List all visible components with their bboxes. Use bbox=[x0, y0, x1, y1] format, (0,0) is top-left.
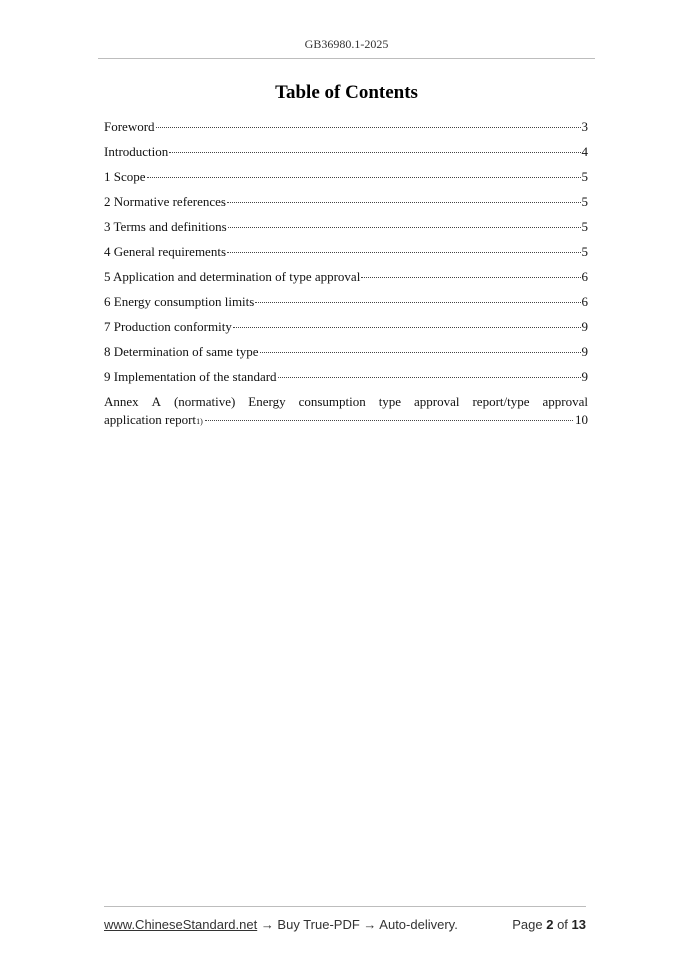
toc-dot-leader bbox=[156, 127, 581, 128]
toc-entry-foreword[interactable] bbox=[104, 118, 588, 143]
toc-entry-terms-definitions[interactable] bbox=[104, 218, 588, 243]
toc-entry-introduction[interactable] bbox=[104, 143, 588, 168]
toc-entry-scope[interactable] bbox=[104, 168, 588, 193]
toc-dot-leader bbox=[169, 152, 580, 153]
footer-promo bbox=[104, 917, 458, 932]
toc-dot-leader bbox=[227, 252, 580, 253]
site-link[interactable]: www.ChineseStandard.net bbox=[104, 917, 258, 932]
toc-dot-leader bbox=[205, 420, 573, 421]
toc-annex-second-line: application report 1) 10 bbox=[104, 412, 588, 427]
page-title: Table of Contents bbox=[275, 82, 418, 103]
toc-entry-label: 8 Determination of same type bbox=[104, 344, 259, 359]
page-total: 13 bbox=[571, 917, 586, 932]
toc-entry-label: Foreword bbox=[104, 119, 155, 134]
footer-promo-text: → Buy True-PDF → Auto-delivery. bbox=[257, 917, 458, 932]
toc-dot-leader bbox=[278, 377, 581, 378]
toc-entry-page: 5 bbox=[581, 169, 588, 184]
toc-dot-leader bbox=[147, 177, 581, 178]
toc-entry-label: application report bbox=[104, 412, 197, 427]
toc-entry-page: 6 bbox=[581, 269, 588, 284]
toc-annex-word: A bbox=[151, 394, 162, 409]
toc-dot-leader bbox=[233, 327, 581, 328]
toc-annex-word: report/type bbox=[472, 394, 530, 409]
page-current: 2 bbox=[546, 917, 554, 932]
toc-entry-page: 5 bbox=[581, 194, 588, 209]
toc-entry-implementation[interactable] bbox=[104, 368, 588, 393]
toc-dot-leader bbox=[361, 277, 580, 278]
toc-annex-word: Annex bbox=[104, 394, 139, 409]
toc-entry-type-approval[interactable] bbox=[104, 268, 588, 293]
toc-entry-label: 4 General requirements bbox=[104, 244, 227, 259]
toc-entry-page: 5 bbox=[581, 219, 588, 234]
toc-entry-page: 3 bbox=[581, 119, 588, 134]
toc-entry-page: 5 bbox=[581, 244, 588, 259]
toc-entry-annex-a[interactable] bbox=[104, 393, 588, 431]
toc-annex-word: type bbox=[378, 394, 402, 409]
header-divider bbox=[98, 58, 595, 59]
toc-entry-label: 5 Application and determination of type approval bbox=[104, 269, 361, 284]
toc-entry-normative-references[interactable] bbox=[104, 193, 588, 218]
toc-entry-energy-limits[interactable] bbox=[104, 293, 588, 318]
toc-entry-label: 3 Terms and definitions bbox=[104, 219, 227, 234]
toc-entry-label: 2 Normative references bbox=[104, 194, 226, 209]
toc-entry-page: 10 bbox=[575, 412, 588, 427]
toc-entry-production-conformity[interactable] bbox=[104, 318, 588, 343]
toc-annex-word: approval bbox=[542, 394, 588, 409]
toc-entry-page: 9 bbox=[581, 319, 588, 334]
toc-entry-label: 1 Scope bbox=[104, 169, 146, 184]
toc-entry-general-requirements[interactable] bbox=[104, 243, 588, 268]
page-of-word: of bbox=[557, 917, 568, 932]
toc-dot-leader bbox=[228, 227, 581, 228]
toc-dot-leader bbox=[260, 352, 581, 353]
toc-entry-label: 7 Production conformity bbox=[104, 319, 232, 334]
page-word: Page bbox=[512, 917, 543, 932]
toc-entry-page: 6 bbox=[581, 294, 588, 309]
toc-entry-label: 6 Energy consumption limits bbox=[104, 294, 255, 309]
toc-entry-same-type[interactable] bbox=[104, 343, 588, 368]
toc-dot-leader bbox=[255, 302, 580, 303]
toc-entry-page: 9 bbox=[581, 369, 588, 384]
toc-list bbox=[104, 118, 588, 431]
toc-annex-word: (normative) bbox=[173, 394, 236, 409]
page-indicator bbox=[512, 917, 586, 932]
toc-entry-page: 4 bbox=[581, 144, 588, 159]
page-footer bbox=[104, 917, 586, 932]
toc-dot-leader bbox=[227, 202, 581, 203]
toc-annex-word: consumption bbox=[298, 394, 366, 409]
header-doc-code: GB36980.1-2025 bbox=[304, 37, 389, 51]
toc-annex-word: approval bbox=[414, 394, 460, 409]
toc-annex-first-line bbox=[104, 393, 588, 411]
toc-annex-word: Energy bbox=[248, 394, 286, 409]
footer-divider bbox=[104, 906, 586, 907]
toc-entry-page: 9 bbox=[581, 344, 588, 359]
toc-entry-label: Introduction bbox=[104, 144, 169, 159]
toc-entry-label: 9 Implementation of the standard bbox=[104, 369, 277, 384]
